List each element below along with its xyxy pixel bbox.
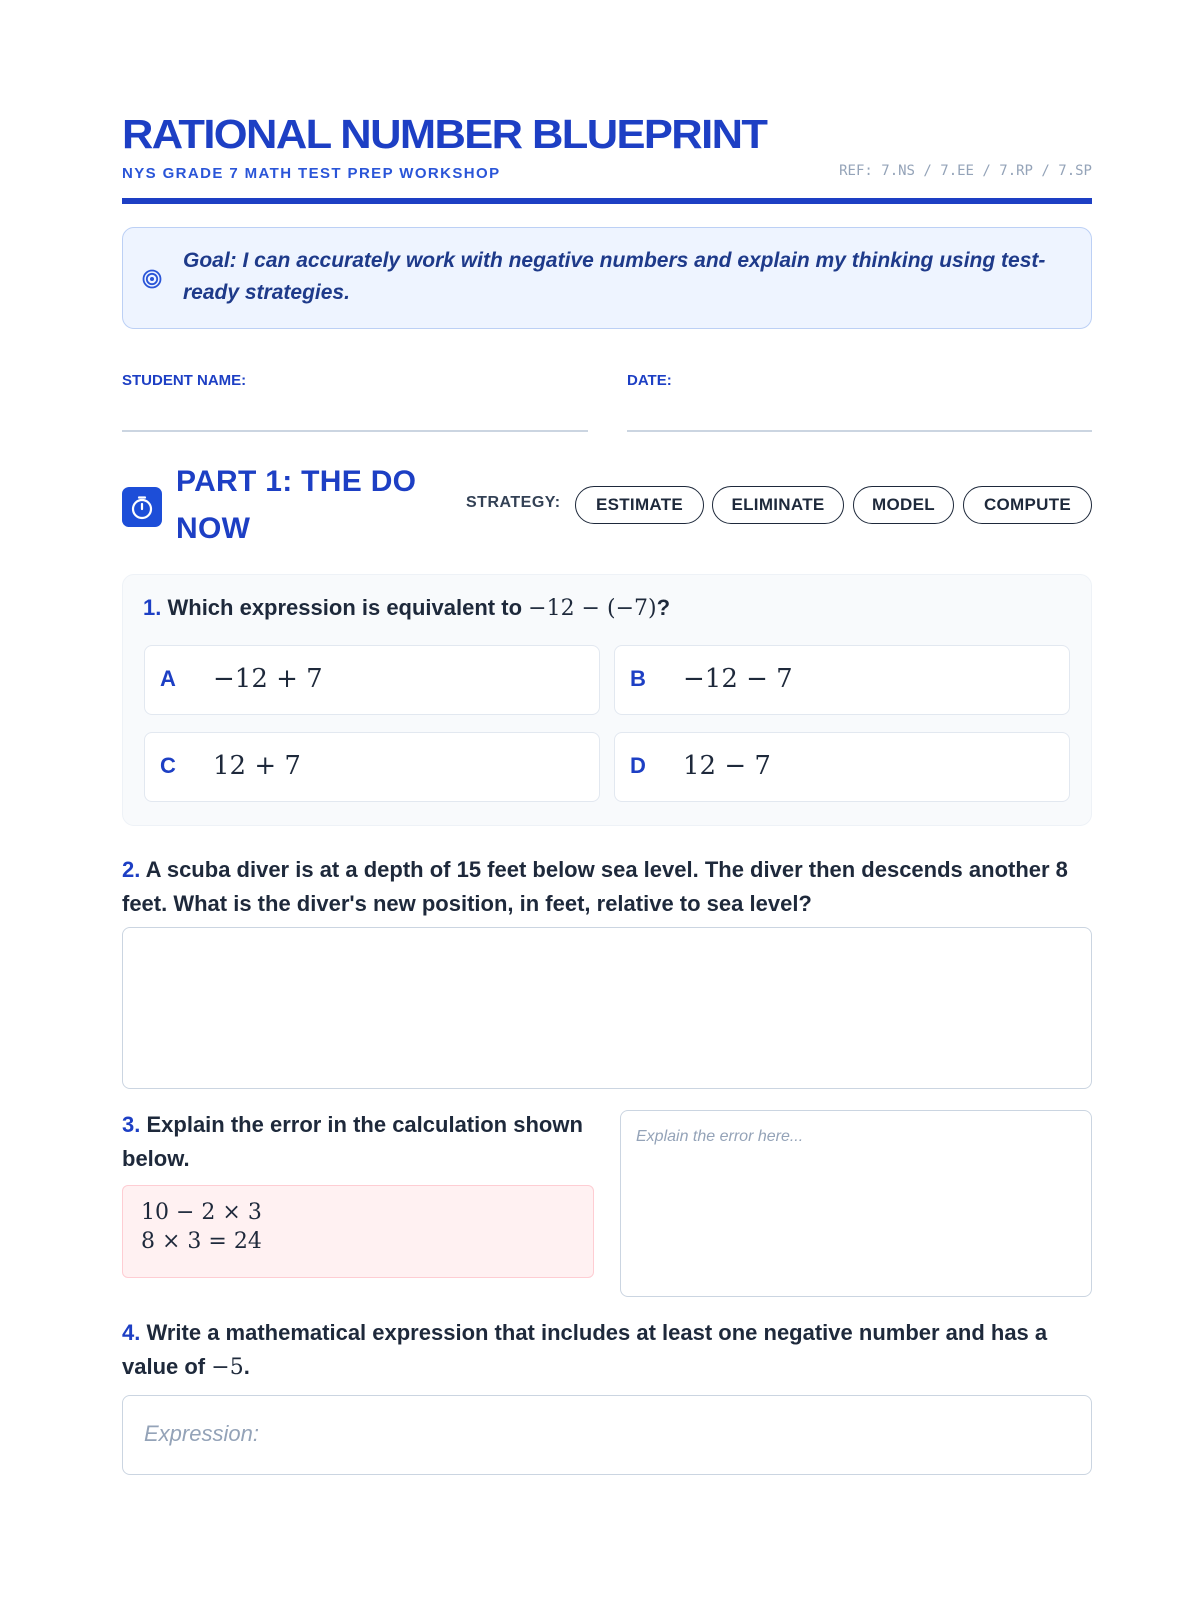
question-end: . [243, 1354, 250, 1379]
strategy-pill-eliminate[interactable]: ELIMINATE [712, 486, 844, 524]
worksheet-title: RATIONAL NUMBER BLUEPRINT [122, 111, 767, 157]
question-number: 1. [143, 595, 162, 620]
choice-expression: 12 − 7 [683, 751, 771, 781]
question-2-prompt [122, 853, 1092, 921]
choice-expression: 12 + 7 [213, 751, 301, 781]
target-icon [141, 268, 163, 290]
strategy-pill-compute[interactable]: COMPUTE [963, 486, 1092, 524]
student-name-label: STUDENT NAME: [122, 372, 247, 389]
choice-c[interactable] [144, 732, 600, 802]
answer-placeholder: Expression: [144, 1421, 259, 1446]
choice-letter: A [160, 666, 176, 691]
question-4-answer-box[interactable] [122, 1395, 1092, 1475]
question-3-answer-box[interactable] [620, 1110, 1092, 1297]
question-text: Explain the error in the calculation shown below. [122, 1112, 583, 1171]
choice-expression: −12 + 7 [213, 664, 323, 694]
choice-expression: −12 − 7 [683, 664, 793, 694]
choice-b[interactable] [614, 645, 1070, 715]
date-label: DATE: [627, 372, 672, 389]
question-1-prompt [143, 591, 670, 626]
header-divider [122, 198, 1092, 204]
worksheet-subtitle: NYS GRADE 7 MATH TEST PREP WORKSHOP [122, 165, 501, 182]
student-name-field[interactable] [122, 430, 588, 432]
calculation-line: 8 × 3 = 24 [141, 1229, 262, 1254]
date-field[interactable] [627, 430, 1092, 432]
worksheet-header [122, 110, 1092, 206]
question-3-prompt [122, 1108, 592, 1176]
choice-d[interactable] [614, 732, 1070, 802]
question-text: Write a mathematical expression that includes at least one negative number and has a value of [122, 1320, 1048, 1379]
choice-letter: D [630, 753, 646, 778]
choice-letter: B [630, 666, 646, 691]
strategy-label: STRATEGY: [466, 494, 561, 511]
strategy-pill-model[interactable]: MODEL [853, 486, 954, 524]
question-end: ? [656, 595, 671, 620]
question-text: Which expression is equivalent to [167, 595, 523, 620]
question-2-answer-box[interactable] [122, 927, 1092, 1089]
question-number: 3. [122, 1112, 141, 1137]
question-text: A scuba diver is at a depth of 15 feet below sea level. The diver then descends another 8 feet. What is the diver's new position, in feet, relative to sea level? [122, 857, 1068, 916]
question-expression: −12 − (−7) [528, 596, 657, 621]
choice-letter: C [160, 753, 176, 778]
strategy-pill-estimate[interactable]: ESTIMATE [575, 486, 704, 524]
calculation-line: 10 − 2 × 3 [141, 1200, 262, 1225]
question-4-prompt [122, 1316, 1092, 1385]
question-1-card [122, 574, 1092, 826]
question-number: 4. [122, 1320, 141, 1345]
error-calculation-box [122, 1185, 594, 1278]
standards-reference: REF: 7.NS / 7.EE / 7.RP / 7.SP [839, 163, 1092, 179]
choice-a[interactable] [144, 645, 600, 715]
question-number: 2. [122, 857, 141, 882]
learning-goal-callout [122, 227, 1092, 329]
stopwatch-icon [122, 487, 162, 527]
learning-goal-text: Goal: I can accurately work with negative numbers and explain my thinking using test-ready strategies. [183, 249, 1046, 304]
answer-placeholder: Explain the error here... [636, 1128, 804, 1145]
section-title: PART 1: THE DO NOW [176, 465, 417, 545]
target-value: −5 [211, 1355, 244, 1380]
